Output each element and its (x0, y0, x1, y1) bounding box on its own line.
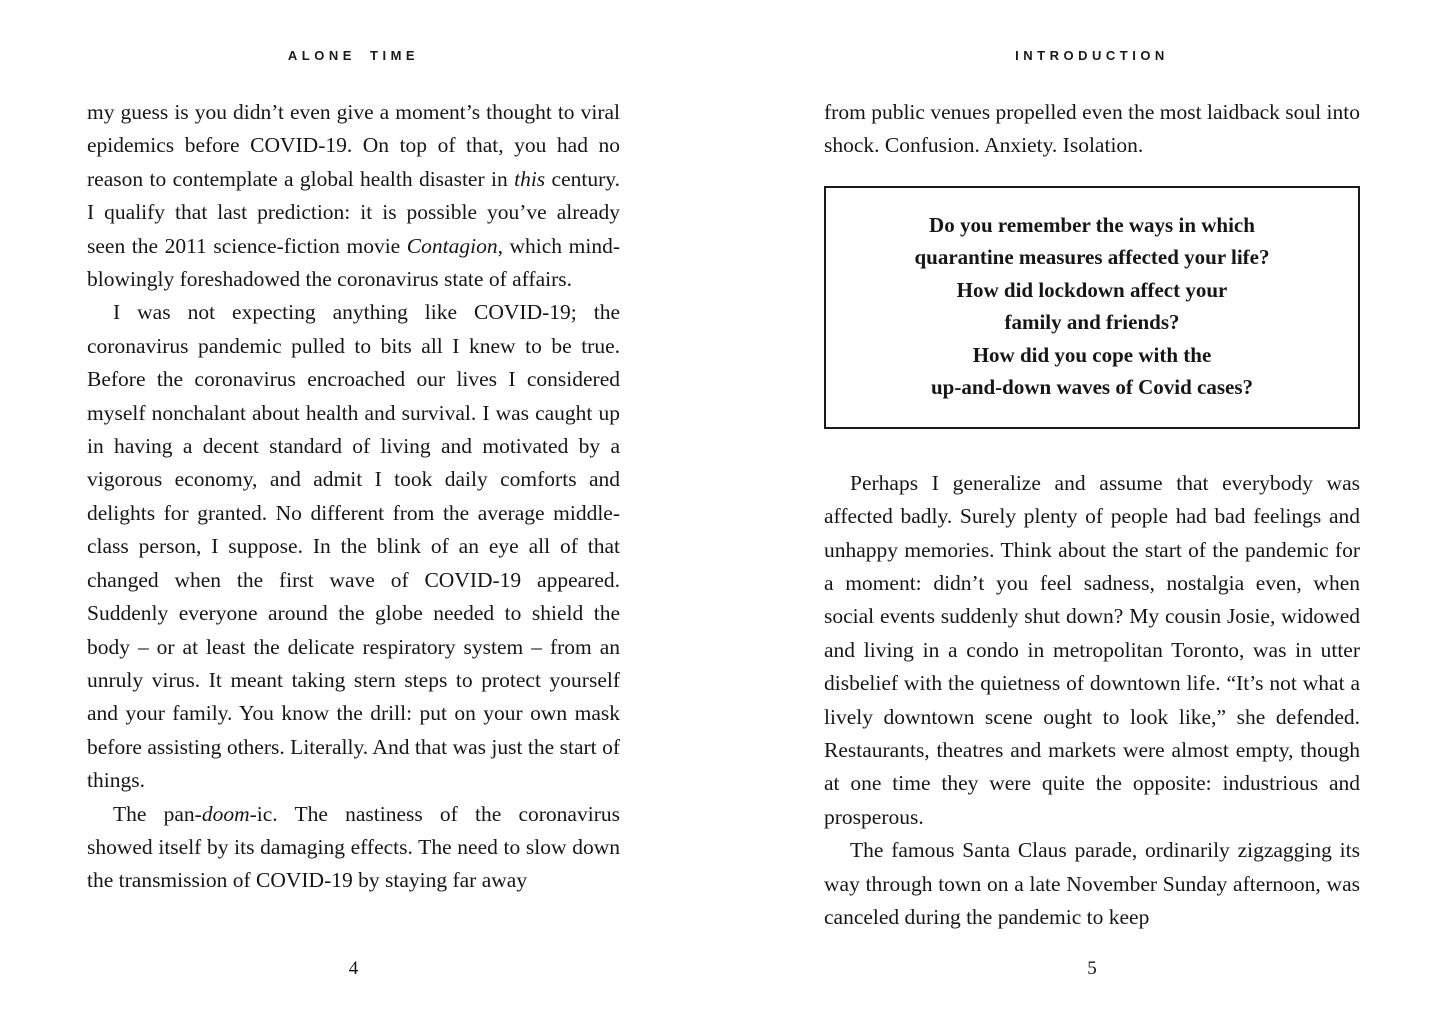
right-page (824, 0, 1360, 1023)
right-page-content (824, 96, 1360, 935)
italic-text-run: Contagion (406, 233, 498, 258)
right-page-body-bottom (824, 467, 1360, 935)
italic-text-run: doom (201, 801, 250, 826)
right-page-number: 5 (1087, 958, 1097, 979)
paragraph (87, 96, 620, 296)
box-line: quarantine measures affected your life? (914, 245, 1270, 270)
text-run: -ic. The nastiness of the coronavirus showed itself by its damaging effects. The need to slow down the transmission of COVID-19 by staying far away (87, 801, 620, 893)
left-page-number: 4 (348, 958, 359, 979)
left-page (87, 0, 620, 1023)
box-line: up-and-down waves of Covid cases? (930, 375, 1254, 400)
text-run: , which mind-blowingly foreshadowed the coronavirus state of affairs. (87, 233, 620, 292)
paragraph (87, 296, 620, 797)
right-running-head: INTRODUCTION (1015, 48, 1169, 63)
text-run: The pan- (113, 801, 202, 826)
left-page-body (87, 96, 620, 898)
box-line: family and friends? (1004, 310, 1180, 335)
paragraph (824, 834, 1360, 934)
box-line: How did lockdown affect your (956, 277, 1228, 302)
paragraph (824, 467, 1360, 834)
text-run: from public venues propelled even the most laidback soul into shock. Confusion. Anxiety. Isolation. (824, 100, 1360, 158)
text-run: I was not expecting anything like COVID-19; the coronavirus pandemic pulled to bits all I knew to be true. Before the coronavirus encroached our lives I considered myself nonchalant about health and survival. I was caught up in having a decent standard of living and motivated by a vigorous economy, and admit I took daily comforts and delights for granted. No different from the average middle-class person, I suppose. In the blink of an eye all of that changed when the first wave of COVID-19 appeared. Suddenly everyone around the globe needed to shield the body – or at least the delicate respiratory system – from an unruly virus. It meant taking stern steps to protect yourself and your family. You know the drill: put on your own mask before assisting others. Literally. And that was just the start of things. (87, 300, 620, 793)
left-running-head: ALONE TIME (287, 48, 420, 63)
right-page-body-top (824, 96, 1360, 163)
box-line: Do you remember the ways in which (929, 212, 1255, 237)
reflection-question-box (824, 186, 1360, 429)
text-run: century. I qualify that last prediction: it is possible you’ve already seen the 2011 science-fiction movie (87, 166, 620, 258)
box-line: How did you cope with the (972, 342, 1212, 367)
text-run: Perhaps I generalize and assume that everybody was affected badly. Surely plenty of people had bad feelings and unhappy memories. Think about the start of the pandemic for a moment: didn’t you feel sadness, nostalgia even, when social events suddenly shut down? My cousin Josie, widowed and living in a condo in metropolitan Toronto, was in utter disbelief with the quietness of downtown life. “It’s not what a lively downtown scene ought to look like,” she defended. Restaurants, theatres and markets were almost empty, though at one time they were quite the opposite: industrious and prosperous. (824, 470, 1360, 829)
paragraph (824, 96, 1360, 163)
text-run: my guess is you didn’t even give a moment’s thought to viral epidemics before COVID-19. On top of that, you had no reason to contemplate a global health disaster in (87, 100, 620, 191)
text-run: The famous Santa Claus parade, ordinarily zigzagging its way through town on a late November Sunday afternoon, was canceled during the pandemic to keep (824, 838, 1360, 930)
paragraph (87, 798, 620, 898)
italic-text-run: this (514, 166, 546, 191)
